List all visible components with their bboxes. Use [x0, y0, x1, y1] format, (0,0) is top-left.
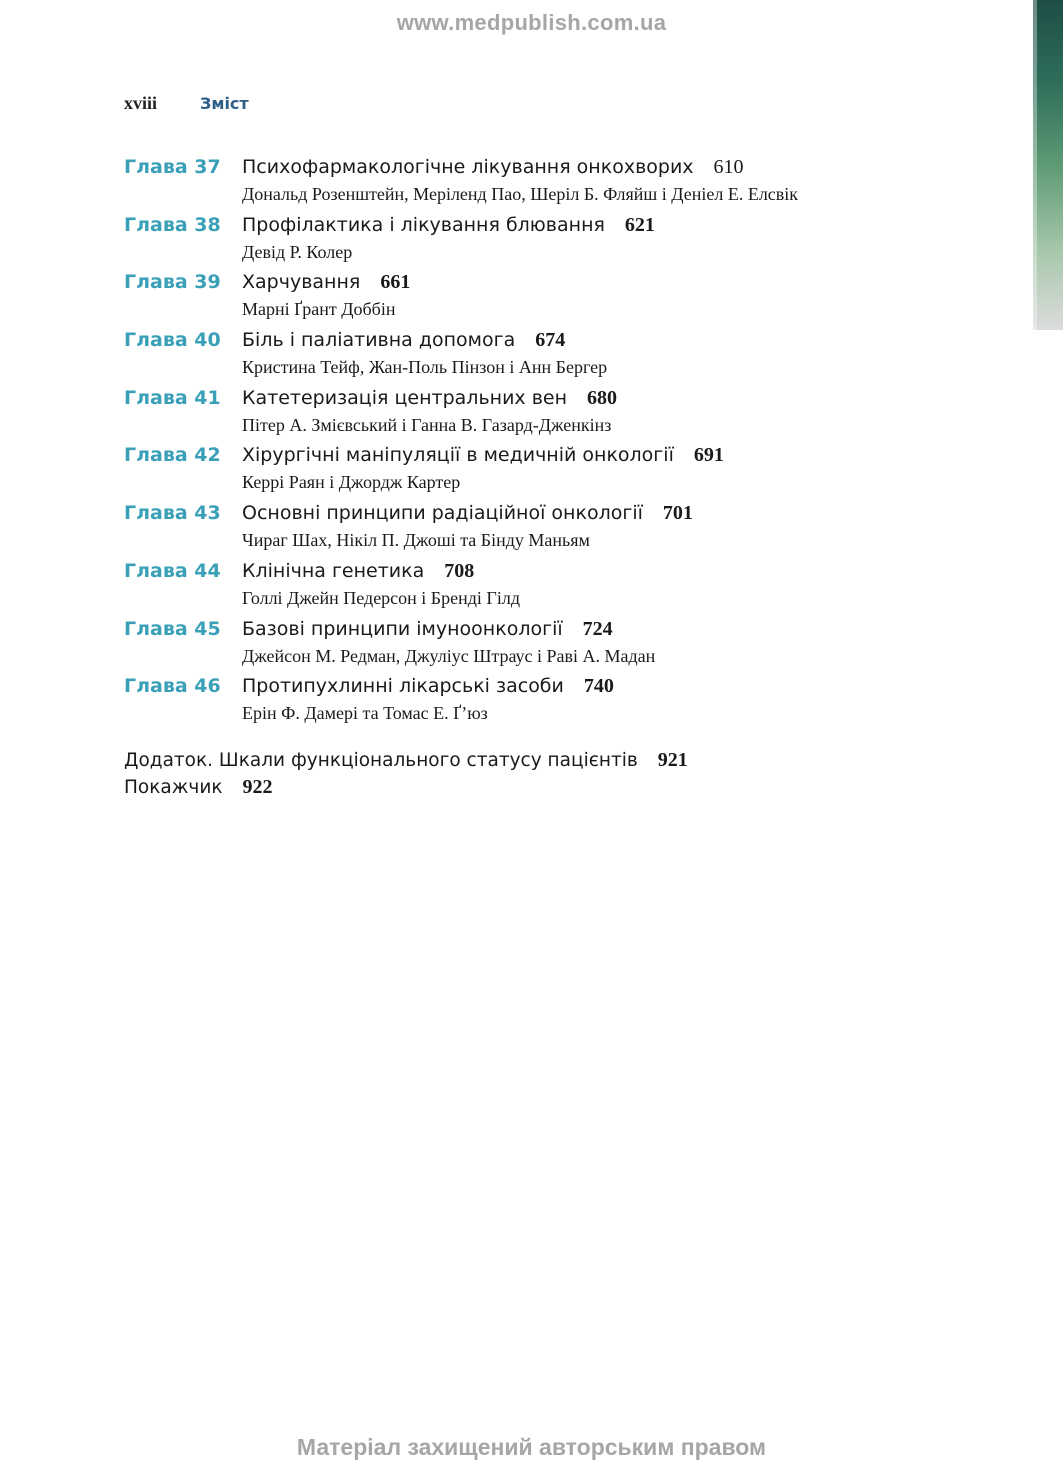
- toc-entry: [124, 557, 1004, 615]
- chapter-title: Харчування: [242, 271, 361, 294]
- toc-entry: [124, 384, 1004, 442]
- chapter-label: Глава 46: [124, 675, 221, 698]
- watermark-url: www.medpublish.com.ua: [396, 10, 667, 35]
- chapter-label: Глава 45: [124, 617, 221, 640]
- chapter-page: 621: [624, 213, 655, 236]
- chapter-authors: Пітер А. Змієвський і Ганна В. Газард-Дженкінз: [242, 414, 612, 435]
- toc-entry: [124, 499, 1004, 557]
- chapter-page: 674: [535, 329, 566, 352]
- chapter-authors: Ерін Ф. Дамері та Томас Е. Ґ’юз: [242, 703, 488, 724]
- chapter-authors: Джейсон М. Редман, Джуліус Штраус і Раві А. Мадан: [242, 645, 656, 666]
- toc-entry: [124, 326, 1004, 384]
- chapter-page: 691: [693, 444, 724, 467]
- chapter-label: Глава 40: [124, 329, 221, 352]
- page-number: xviii: [124, 93, 158, 113]
- chapter-label: Глава 37: [124, 156, 221, 178]
- table-of-contents: [124, 153, 1004, 730]
- chapter-page: 708: [444, 559, 475, 582]
- back-matter-item: [124, 747, 688, 774]
- index-title: Покажчик: [124, 777, 223, 798]
- chapter-page: 701: [662, 502, 693, 525]
- toc-entry: [124, 268, 1004, 326]
- chapter-authors: Керрі Раян і Джордж Картер: [242, 472, 461, 493]
- section-title: Зміст: [200, 94, 249, 113]
- appendix-title: Додаток. Шкали функціонального статусу пацієнтів: [124, 750, 638, 771]
- chapter-title: Профілактика і лікування блювання: [242, 213, 605, 236]
- appendix-page: 921: [657, 749, 688, 771]
- running-head: [124, 93, 249, 114]
- toc-entry: [124, 211, 1004, 269]
- watermark-copyright: Матеріал захищений авторським правом: [296, 1434, 767, 1460]
- chapter-title: Біль і паліативна допомога: [242, 329, 516, 352]
- chapter-authors: Голлі Джейн Педерсон і Бренді Гілд: [242, 587, 520, 608]
- chapter-label: Глава 39: [124, 271, 221, 294]
- back-matter: [124, 747, 688, 801]
- toc-entry: [124, 441, 1004, 499]
- chapter-label: Глава 44: [124, 559, 221, 582]
- chapter-label: Глава 42: [124, 444, 221, 467]
- chapter-authors: Девід Р. Колер: [242, 241, 353, 262]
- chapter-label: Глава 38: [124, 213, 221, 236]
- chapter-authors: Дональд Розенштейн, Меріленд Пао, Шеріл Б. Фляйш і Деніел Е. Елсвік: [242, 184, 799, 204]
- back-matter-item: [124, 774, 688, 801]
- chapter-page: 661: [380, 271, 411, 294]
- chapter-label: Глава 43: [124, 502, 221, 525]
- chapter-page: 610: [713, 156, 744, 178]
- chapter-page: 740: [583, 675, 614, 698]
- chapter-title: Основні принципи радіаційної онкології: [242, 502, 643, 525]
- toc-entry: [124, 615, 1004, 673]
- chapter-title: Психофармакологічне лікування онкохворих: [242, 156, 694, 178]
- chapter-authors: Марні Ґрант Доббін: [242, 299, 396, 320]
- index-page: 922: [242, 776, 273, 798]
- toc-entry: [124, 672, 1004, 730]
- chapter-authors: Кристина Тейф, Жан-Поль Пінзон і Анн Бергер: [242, 357, 608, 378]
- chapter-authors: Чираг Шах, Нікіл П. Джоші та Бінду Маньям: [242, 530, 590, 551]
- chapter-page: 680: [587, 386, 618, 409]
- chapter-title: Протипухлинні лікарські засоби: [242, 675, 564, 698]
- chapter-title: Катетеризація центральних вен: [242, 386, 568, 409]
- cover-edge-strip: [1033, 0, 1063, 330]
- chapter-page: 724: [582, 617, 613, 640]
- chapter-title: Базові принципи імуноонкології: [242, 617, 563, 640]
- chapter-title: Клінічна генетика: [242, 559, 425, 582]
- chapter-title: Хірургічні маніпуляції в медичній онкології: [242, 444, 674, 467]
- toc-entry: [124, 153, 1004, 211]
- chapter-label: Глава 41: [124, 386, 221, 409]
